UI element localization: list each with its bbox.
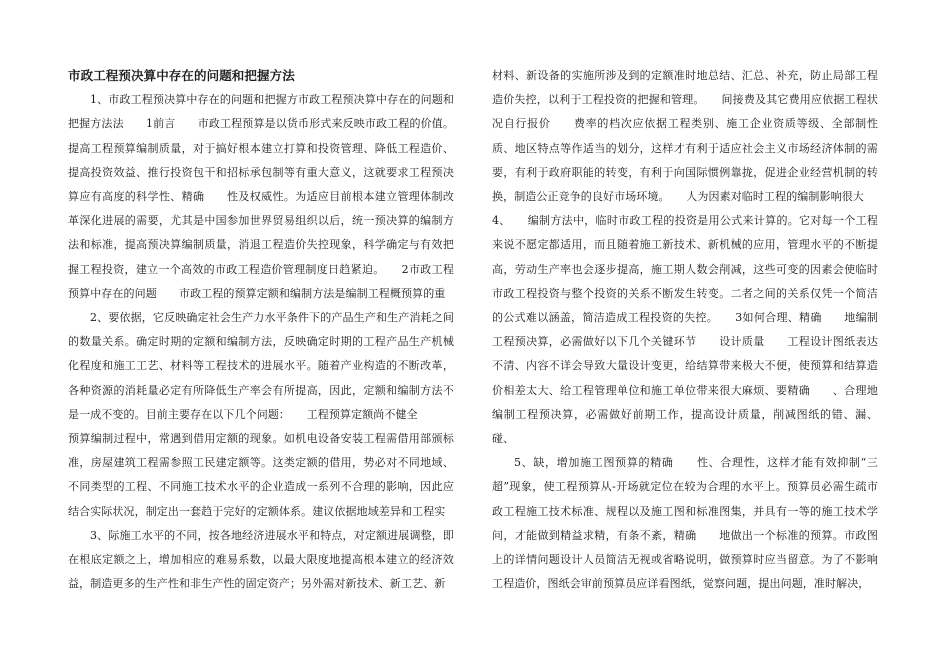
paragraph: 2、要依据，它反映确定社会生产力水平条件下的产品生产和生产消耗之间的数量关系。确定时期的定额和编制方法，反映确定时期的工程产品生产机械化程度和施工工艺、材料等工程技术的进展水平。随着产业构造的不断改革，各种资源的消耗量必定有所降低生产率会有所提高，因此，定额和编制方法不是一成不变的。目前主要存在以下几个问题： 工程预算定额尚不健全	[68, 311, 454, 421]
right-column	[492, 64, 878, 596]
paragraph: 4、 编制方法中，临时市政工程的投资是用公式来计算的。它对每一个工程来说不愿定都适用，而且随着施工新技术、新机械的应用，管理水平的不断提高，劳动生产率也会逐步提高，施工期人数会削减，这些可变的因素会使临时市政工程投资与整个投资的关系不断发生转变。二者之间的关系仅凭一个简洁的公式难以涵盖，简洁造成工程投资的失控。 3如何合理、精确 地编制工程预决算，必需做好以下几个关键环节 设计质量 工程设计图纸表达不清、内容不详会导致大量设计变更，给结算带来极大不便，使预算和结算造价相差太大、给工程管理单位和施工单位带来很大麻烦、要精确 、合理地编制工程预决算，必需做好前期工作，提高设计质量，削减图纸的错、漏、碰、	[492, 214, 878, 446]
document-title: 市政工程预决算中存在的问题和把握方法	[68, 68, 295, 83]
paragraph: 5、缺，增加施工图预算的精确 性、合理性，这样才能有效抑制“三超”现象，使工程预算从-开场就定位在较为合理的水平上。预算员必需生疏市政工程施工技术标准、规程以及施工图和标准图集，并具有一等的施工技术学问，才能做到精益求精，有条不紊，精确 地做出一个标准的预算。市政图上的详情问题设计人员简洁无视或省略说明，做预算时应当留意。为了不影响工程造价，图纸会审前预算员应详看图纸，觉察问题，提出问题，准时解决，	[492, 456, 878, 591]
paragraph: 1、市政工程预决算中存在的问题和把握方市政工程预决算中存在的问题和把握方法法 1前言 市政工程预算是以货币形式来反映市政工程的价值。提高工程预算编制质量，对于搞好根本建立打算和投资管理、降低工程造价、提高投资效益、推行投资包干和招标承包制等有重大意义，这就要求工程预决算应有高度的科学性、精确 性及权威性。为适应目前根本建立管理体制改革深化进展的需要，尤其是中国参加世界贸易组织以后，统一预决算的编制方法和标准，提高预决算编制质量，消退工程造价失控现象，科学确定与有效把握工程投资，建立一个高效的市政工程造价管理制度日趋紧迫。 2市政工程预算中存在的问题 市政工程的预算定额和编制方法是编制工程概预算的重	[68, 93, 454, 300]
left-column	[68, 64, 454, 596]
paragraph: 材料、新设备的实施所涉及到的定额准时地总结、汇总、补充，防止局部工程造价失控，以利于工程投资的把握和管理。 间接费及其它费用应依据工程状况自行报价 费率的档次应依据工程类别、施工企业资质等级、全部制性质、地区特点等作适当的划分，这样才有利于适应社会主义市场经济体制的需要，有利于政府职能的转变，有利于向国际惯例靠拢，促进企业经营机制的转换，制造公正竞争的良好市场环境。 人为因素对临时工程的编制影响很大	[492, 69, 878, 204]
paragraph: 3、际施工水平的不同，按各地经济进展水平和特点，对定额进展调整，即在根底定额之上，增加相应的难易系数，以最大限度地提高根本建立的经济效益，制造更多的生产性和非生产性的固定资产；另外需对新技术、新工艺、新	[68, 528, 454, 591]
paragraph: 预算编制过程中，常遇到借用定额的现象。如机电设备安装工程需借用部颁标准，房屋建筑工程需参照工民建定额等。这类定额的借用，势必对不同地域、不同类型的工程、不同施工技术水平的企业造成一系列不合理的影响，因此应结合实际状况，制定出一套趋于完好的定额体系。建议依据地域差异和工程实	[68, 432, 454, 518]
